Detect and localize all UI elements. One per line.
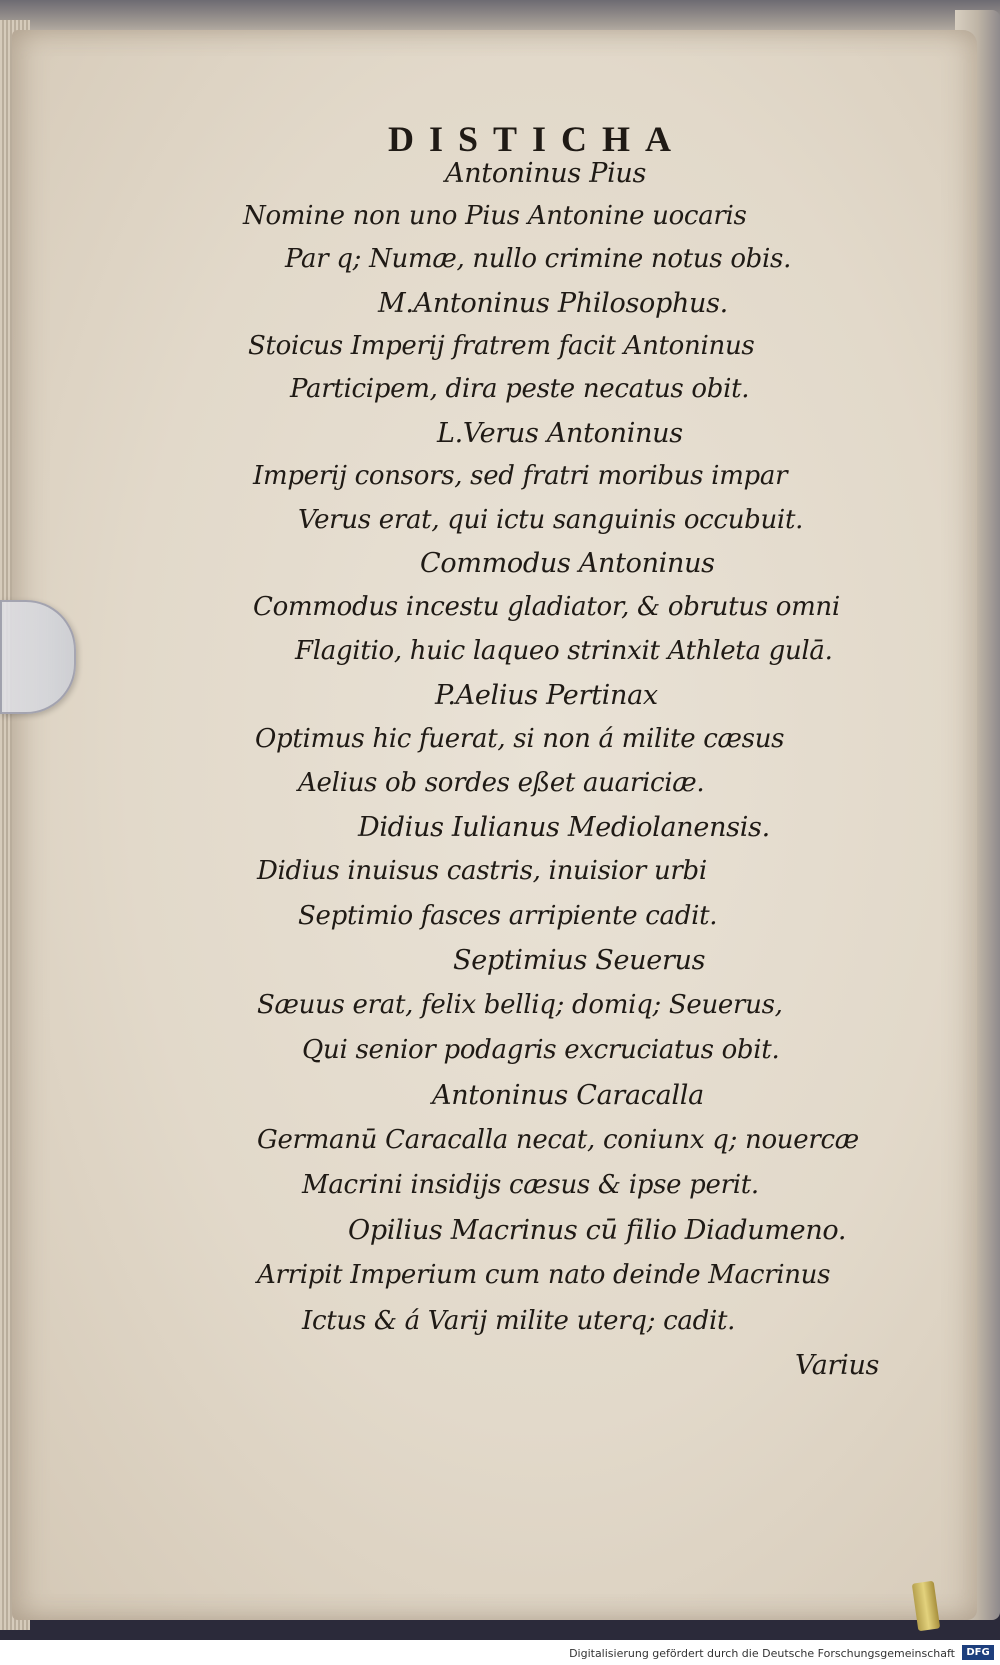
verse-line: Participem, dira peste necatus obit. — [290, 374, 750, 404]
emperor-name: P.Aelius Pertinax — [435, 680, 658, 711]
emperor-name: L.Verus Antoninus — [437, 418, 683, 449]
verse-line: Macrini insidijs cæsus & ipse perit. — [302, 1170, 759, 1200]
emperor-name: Opilius Macrinus cū filio Diadumeno. — [348, 1215, 847, 1246]
verse-line: Qui senior podagris excruciatus obit. — [302, 1035, 780, 1065]
emperor-name: M.Antoninus Philosophus. — [378, 288, 728, 319]
verse-line: Sæuus erat, felix belliq; domiq; Seuerus, — [257, 990, 783, 1020]
verse-line: Verus erat, qui ictu sanguinis occubuit. — [298, 505, 804, 535]
dfg-logo: DFG — [962, 1645, 994, 1660]
verse-line: Arripit Imperium cum nato deinde Macrinus — [257, 1260, 831, 1290]
verse-line: Flagitio, huic laqueo strinxit Athleta gulā. — [295, 636, 833, 666]
verse-line: Par q; Numæ, nullo crimine notus obis. — [285, 244, 792, 274]
page-heading: DISTICHA — [388, 119, 687, 159]
verse-line: Nomine non uno Pius Antonine uocaris — [243, 201, 747, 231]
verse-line: Optimus hic fuerat, si non á milite cæsus — [255, 724, 785, 754]
emperor-name: Antoninus Pius — [445, 158, 647, 189]
emperor-name: Septimius Seuerus — [453, 945, 706, 976]
verse-line: Imperij consors, sed fratri moribus impar — [253, 461, 788, 491]
emperor-name: Antoninus Caracalla — [432, 1080, 704, 1111]
catchword: Varius — [795, 1350, 880, 1381]
verse-line: Septimio fasces arripiente cadit. — [298, 901, 718, 931]
emperor-name: Didius Iulianus Mediolanensis. — [358, 812, 770, 843]
verse-line: Germanū Caracalla necat, coniunx q; nouercæ — [257, 1125, 859, 1155]
verse-line: Commodus incestu gladiator, & obrutus omni — [253, 592, 840, 622]
verse-line: Aelius ob sordes eßet auariciæ. — [298, 768, 705, 798]
verse-line: Ictus & á Varij milite uterq; cadit. — [302, 1306, 736, 1336]
emperor-name: Commodus Antoninus — [420, 548, 715, 579]
footer-credit: Digitalisierung gefördert durch die Deutsche Forschungsgemeinschaft — [569, 1647, 955, 1660]
verse-line: Didius inuisus castris, inuisior urbi — [257, 856, 707, 886]
verse-line: Stoicus Imperij fratrem facit Antoninus — [248, 331, 755, 361]
